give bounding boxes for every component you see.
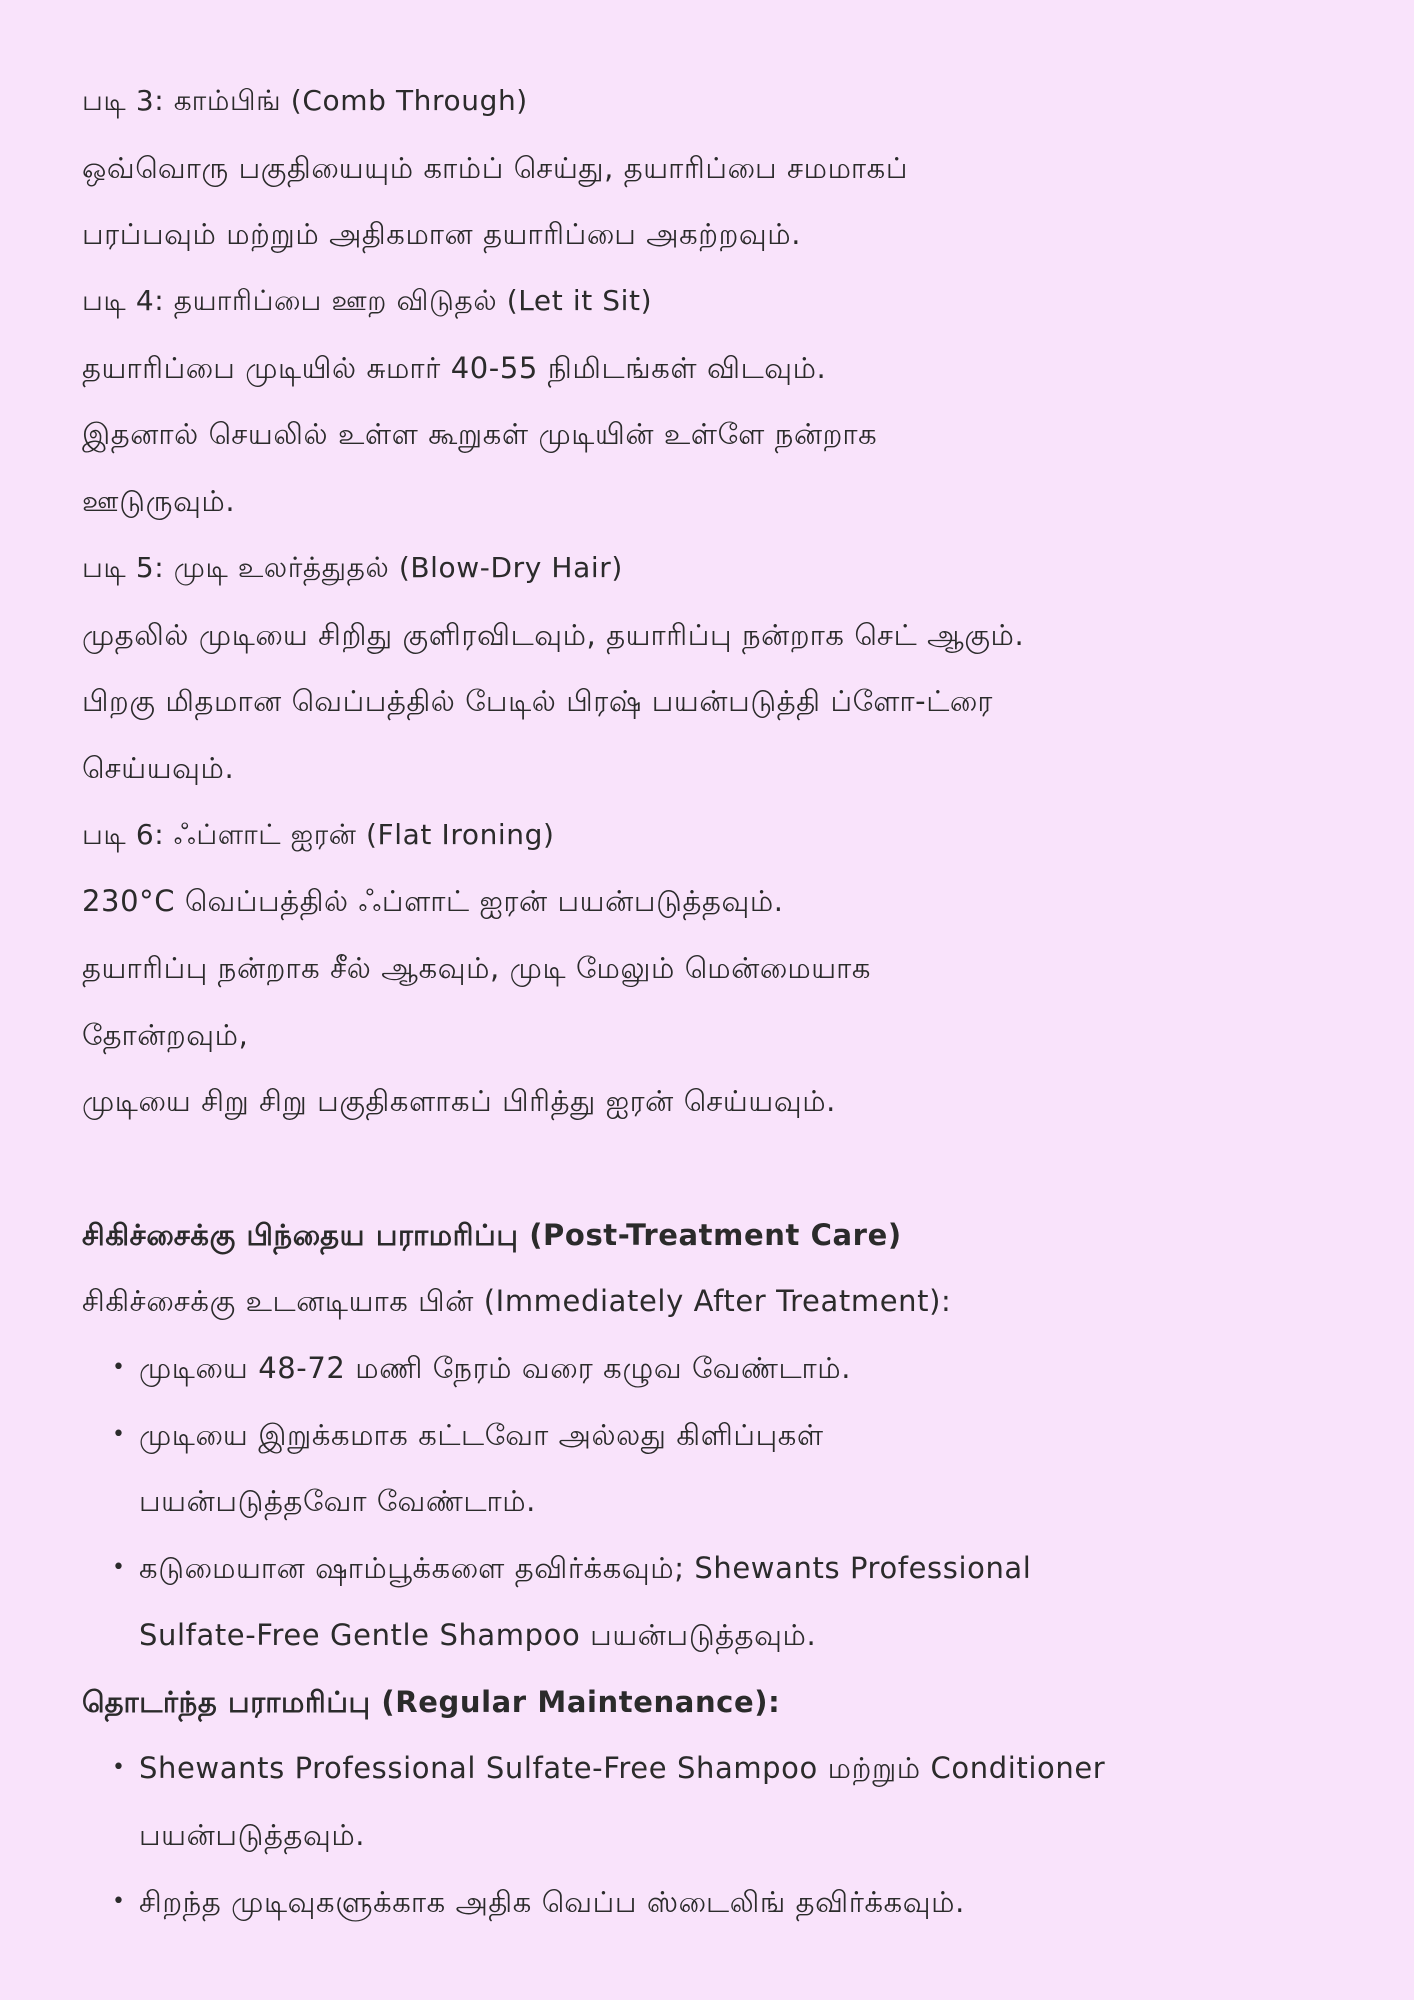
list-item-text: பயன்படுத்தவோ வேண்டாம்.	[139, 1484, 536, 1519]
bullet-icon: •	[112, 1755, 125, 1781]
step-4-line-3: ஊடுருவும்.	[82, 484, 236, 519]
list-item	[82, 1735, 1332, 1868]
step-5-line-3: செய்யவும்.	[82, 750, 235, 785]
list-item-text: Shewants Professional Sulfate-Free Shampoo மற்றும் Conditioner	[139, 1751, 1106, 1786]
bullet-icon: •	[112, 1888, 125, 1914]
list-item	[82, 1335, 1332, 1402]
immediate-care-heading: சிகிச்சைக்கு உடனடியாக பின் (Immediately After Treatment):	[82, 1284, 952, 1319]
immediate-care-list	[82, 1335, 1332, 1668]
step-3-line-1: ஒவ்வொரு பகுதியையும் காம்ப் செய்து, தயாரிப்பை சமமாகப்	[82, 150, 909, 185]
step-6-line-4: முடியை சிறு சிறு பகுதிகளாகப் பிரித்து ஐரன் செய்யவும்.	[82, 1084, 836, 1119]
list-item-text: சிறந்த முடிவுகளுக்காக அதிக வெப்ப ஸ்டைலிங் தவிர்க்கவும்.	[139, 1884, 965, 1919]
list-item	[82, 1402, 1332, 1535]
list-item	[82, 1869, 1332, 1936]
post-care-title: சிகிச்சைக்கு பிந்தைய பராமரிப்பு (Post-Treatment Care)	[82, 1217, 902, 1252]
step-4-line-2: இதனால் செயலில் உள்ள கூறுகள் முடியின் உள்ளே நன்றாக	[82, 417, 878, 452]
bullet-icon: •	[112, 1355, 125, 1381]
step-6-line-2: தயாரிப்பு நன்றாக சீல் ஆகவும், முடி மேலும் மென்மையாக	[82, 950, 872, 985]
list-item-text: Sulfate-Free Gentle Shampoo பயன்படுத்தவும்.	[139, 1617, 817, 1652]
step-4-heading: படி 4: தயாரிப்பை ஊற விடுதல் (Let it Sit)	[82, 284, 653, 318]
step-6-line-3: தோன்றவும்,	[82, 1017, 249, 1052]
list-item-text: முடியை 48-72 மணி நேரம் வரை கழுவ வேண்டாம்.	[139, 1351, 852, 1386]
maintenance-list	[82, 1735, 1332, 1935]
list-item-text: பயன்படுத்தவும்.	[139, 1817, 366, 1852]
step-5-line-2: பிறகு மிதமான வெப்பத்தில் பேடில் பிரஷ் பயன்படுத்தி ப்ளோ-ட்ரை	[82, 684, 993, 719]
list-item-text: கடுமையான ஷாம்பூக்களை தவிர்க்கவும்; Shewants Professional	[139, 1551, 1032, 1586]
step-4-line-1: தயாரிப்பை முடியில் சுமார் 40-55 நிமிடங்கள் விடவும்.	[82, 350, 827, 385]
list-item	[82, 1535, 1332, 1668]
step-6-heading: படி 6: ஃப்ளாட் ஐரன் (Flat Ironing)	[82, 817, 555, 851]
maintenance-heading: தொடர்ந்த பராமரிப்பு (Regular Maintenance):	[82, 1684, 781, 1719]
step-5-line-1: முதலில் முடியை சிறிது குளிரவிடவும், தயாரிப்பு நன்றாக செட் ஆகும்.	[82, 617, 1025, 652]
step-6-line-1: 230°C வெப்பத்தில் ஃப்ளாட் ஐரன் பயன்படுத்தவும்.	[82, 884, 784, 919]
step-3-heading: படி 3: காம்பிங் (Comb Through)	[82, 84, 528, 117]
step-3-line-2: பரப்பவும் மற்றும் அதிகமான தயாரிப்பை அகற்றவும்.	[82, 217, 802, 252]
step-5-heading: படி 5: முடி உலர்த்துதல் (Blow-Dry Hair)	[82, 550, 623, 584]
section-spacer	[82, 1135, 1332, 1202]
bullet-icon: •	[112, 1421, 125, 1447]
bullet-icon: •	[112, 1555, 125, 1581]
list-item-text: முடியை இறுக்கமாக கட்டவோ அல்லது கிளிப்புகள்	[139, 1417, 824, 1452]
